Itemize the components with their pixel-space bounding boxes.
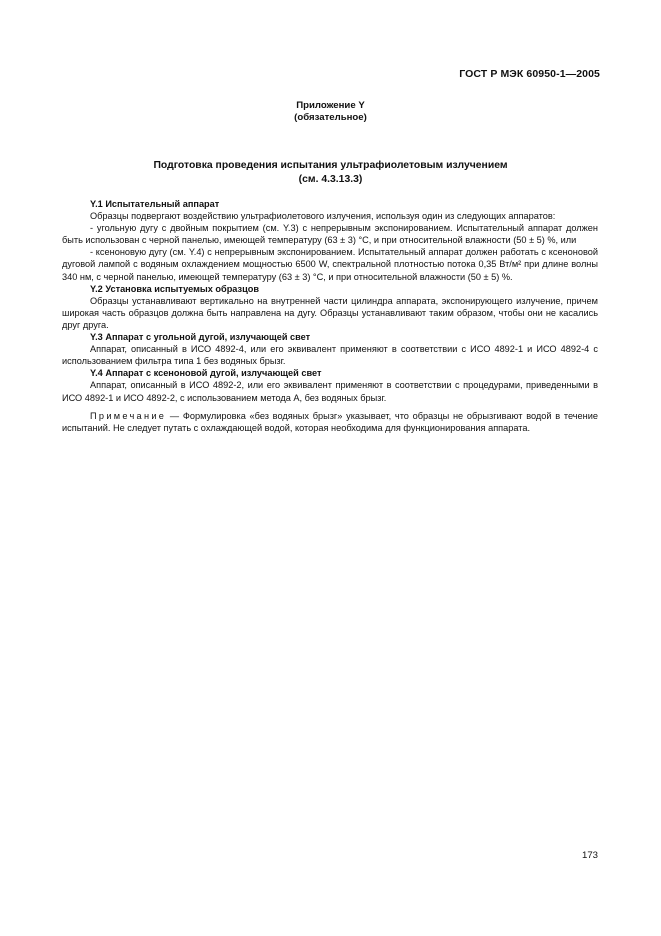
section-heading-y1: Y.1 Испытательный аппарат bbox=[90, 199, 220, 209]
paragraph-y1-xenon-arc: - ксеноновую дугу (см. Y.4) с непрерывным экспонированием. Испытательный аппарат должен работать с ксеноновой дуговой лампой с водяным охлаждением мощностью 6500 W, спектральной плотностью потока 0,35 Вт/м² при длине волны 340 нм, с черной панелью, имеющей температуру (63 ± 3) °C, и при относительной влажности (50 ± 5) %. bbox=[62, 247, 598, 282]
paragraph-y2: Образцы устанавливают вертикально на внутренней части цилиндра аппарата, экспонирующего излучение, причем широкая часть образцов должна быть направлена на дугу. Образцы устанавливают таким образом, чтобы они не касались друг друга. bbox=[62, 295, 598, 330]
paragraph-y3: Аппарат, описанный в ИСО 4892-4, или его эквивалент применяют в соответствии с ИСО 4892-1 и ИСО 4892-4 с использованием фильтра типа 1 без водяных брызг. bbox=[62, 344, 598, 367]
document-code: ГОСТ Р МЭК 60950-1—2005 bbox=[459, 68, 600, 80]
note-label: Примечание bbox=[90, 410, 167, 421]
main-title-line-1: Подготовка проведения испытания ультрафиолетовым излучением bbox=[153, 160, 508, 171]
page-number: 173 bbox=[581, 850, 598, 861]
paragraph-y4: Аппарат, описанный в ИСО 4892-2, или его эквивалент применяют в соответствии с процедурами, приведенными в ИСО 4892-1 и ИСО 4892-2, с использованием метода А, без водяных брызг. bbox=[62, 380, 598, 403]
section-heading-y4: Y.4 Аппарат с ксеноновой дугой, излучающей свет bbox=[90, 368, 322, 379]
paragraph-y1-intro: Образцы подвергают воздействию ультрафиолетового излучения, используя один из следующих аппаратов: bbox=[90, 211, 556, 222]
section-heading-y2: Y.2 Установка испытуемых образцов bbox=[90, 283, 260, 294]
annex-status: (обязательное) bbox=[294, 112, 367, 123]
annex-heading bbox=[0, 100, 661, 124]
note bbox=[62, 410, 598, 434]
annex-title: Приложение Y bbox=[296, 100, 365, 111]
main-title-line-2: (см. 4.3.13.3) bbox=[298, 174, 363, 185]
note-text: — Формулировка «без водяных брызг» указывает, что образцы не обрызгивают водой в течение испытаний. Не следует путать с охлаждающей водой, которая необходима для функционирования аппарата. bbox=[62, 410, 598, 433]
paragraph-y1-carbon-arc: - угольную дугу с двойным покрытием (см. Y.3) с непрерывным экспонированием. Испытательный аппарат должен быть использован с черной панелью, имеющей температуру (63 ± 3) °C, и при относительной влажности (50 ± 5) %, или bbox=[62, 223, 598, 246]
annex-body bbox=[62, 198, 598, 434]
section-heading-y3: Y.3 Аппарат с угольной дугой, излучающей свет bbox=[90, 332, 311, 343]
annex-main-title bbox=[0, 159, 661, 187]
